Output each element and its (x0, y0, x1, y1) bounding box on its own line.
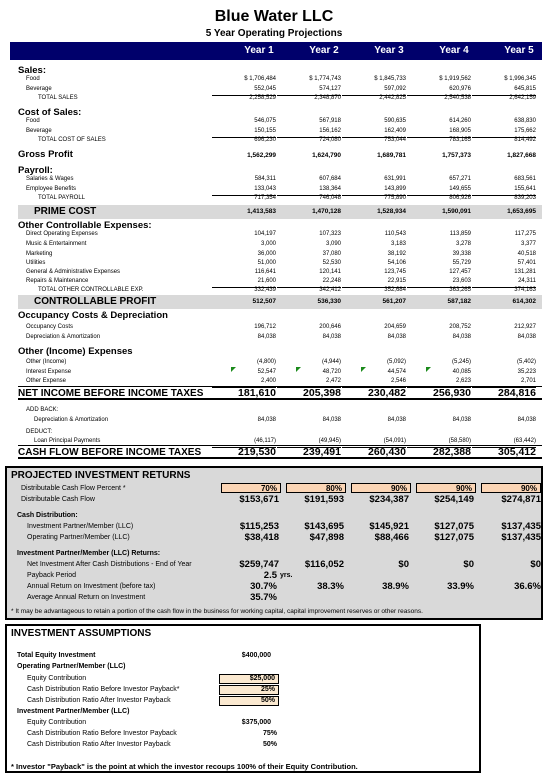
total-sales-value-2: 2,348,870 (314, 95, 341, 101)
net-investment-value-2: $116,052 (304, 559, 344, 570)
cash-flow-value-4: 282,388 (433, 446, 471, 458)
employee-benefits-value-3: 143,899 (342, 184, 406, 196)
gross-profit-label: Gross Profit (18, 149, 73, 160)
addback-depreciation-value-2: 84,038 (322, 417, 341, 423)
comment-marker-icon (231, 367, 236, 372)
sales-food-value-2: $ 1,774,743 (309, 76, 341, 82)
total-payroll-value-5: 839,203 (514, 195, 536, 201)
op-after-label: Cash Distribution Ratio After Investor Payback (27, 697, 171, 704)
net-income-value-5: 284,816 (498, 387, 536, 399)
total-cost-of-sales-label: TOTAL COST OF SALES (38, 137, 106, 143)
total-payroll-row (0, 193, 548, 204)
gross-profit-value-4: 1,757,373 (442, 152, 471, 159)
loan-principal-label: Loan Principal Payments (34, 438, 101, 444)
annual-return-value-5: 36.6% (514, 581, 541, 592)
depreciation-amortization-value-5: 84,038 (517, 334, 536, 340)
ip-equity-label: Equity Contribution (27, 719, 87, 726)
sales-food-label: Food (26, 76, 40, 82)
annual-return-value-4: 33.9% (447, 581, 474, 592)
music-entertainment-value-1: 3,000 (260, 241, 276, 247)
dcf-percent-row (7, 483, 545, 494)
annual-return-value-2: 38.3% (317, 581, 344, 592)
prime-cost-value-3: 1,528,934 (377, 208, 406, 215)
net-investment-value-5: $0 (530, 559, 541, 570)
total-cost-of-sales-value-2: 724,080 (319, 137, 341, 143)
controllable-profit-value-4: 587,182 (447, 298, 471, 305)
sales-beverage-label: Beverage (26, 86, 52, 92)
employee-benefits-value-2: 138,364 (277, 184, 341, 196)
cash-flow-value-5: 305,412 (498, 446, 536, 458)
total-sales-value-1: 2,258,529 (249, 95, 276, 101)
op-before-input[interactable]: 25% (219, 685, 279, 695)
employee-benefits-value-5: 155,641 (472, 184, 536, 196)
investment-partner-title: Investment Partner/Member (LLC) (17, 708, 130, 715)
report-subtitle: 5 Year Operating Projections (205, 28, 343, 39)
other-expense-value-4: 2,623 (407, 376, 471, 388)
total-payroll-value-3: 775,890 (384, 195, 406, 201)
cash-distribution-heading (7, 510, 545, 521)
other-expense-value-2: 2,472 (277, 376, 341, 388)
payback-footnote: * Investor "Payback" is the point at which the investor recoups 100% of their Equity Contribution. (11, 762, 358, 771)
dcf-percent-input-4[interactable]: 90% (416, 483, 476, 493)
dcf-percent-label: Distributable Cash Flow Percent * (21, 485, 126, 492)
cos-beverage-value-4: 168,905 (407, 126, 471, 138)
other-income-title: Other (Income) Expenses (18, 346, 133, 357)
addback-depreciation-value-4: 84,038 (452, 417, 471, 423)
direct-operating-label: Direct Operating Expenses (26, 231, 98, 237)
returns-title: PROJECTED INVESTMENT RETURNS (11, 470, 191, 481)
general-admin-value-1: 116,641 (254, 269, 276, 275)
addback-depreciation-value-3: 84,038 (387, 417, 406, 423)
repairs-maintenance-value-1: 21,600 (212, 276, 276, 288)
average-return-value: 35.7% (250, 592, 277, 603)
employee-benefits-value-4: 149,655 (407, 184, 471, 196)
cos-beverage-value-2: 156,162 (277, 126, 341, 138)
net-income-label: NET INCOME BEFORE INCOME TAXES (18, 388, 204, 399)
utilities-value-1: 51,000 (257, 260, 276, 266)
cos-food-value-2: 567,918 (319, 118, 341, 124)
payback-value: 2.5 (263, 570, 277, 581)
company-title: Blue Water LLC (214, 8, 334, 25)
salaries-wages-label: Salaries & Wages (26, 176, 74, 182)
year-5-header: Year 5 (504, 45, 534, 56)
other-income-line-value-3: (5,092) (386, 359, 406, 365)
gross-profit-value-2: 1,624,790 (312, 152, 341, 159)
total-other-controllable-value-2: 342,412 (319, 287, 341, 293)
total-other-controllable-value-3: 352,684 (384, 287, 406, 293)
controllable-profit-row (18, 295, 542, 309)
year-2-header: Year 2 (309, 45, 339, 56)
occupancy-title: Occupancy Costs & Depreciation (18, 310, 168, 321)
dcf-percent-input-3[interactable]: 90% (351, 483, 411, 493)
salaries-wages-value-2: 607,684 (319, 176, 341, 182)
music-entertainment-value-3: 3,183 (390, 241, 406, 247)
operating-partner-value-5: $137,435 (501, 532, 541, 543)
cash-flow-footnote: * It may be advantageous to retain a portion of the cash flow in the business for working capital, capital improvement reserves or other reasons. (11, 608, 423, 615)
marketing-value-1: 36,000 (257, 251, 276, 257)
total-equity-value: $400,000 (241, 652, 271, 659)
cos-beverage-label: Beverage (26, 128, 52, 134)
dcf-value-3: $234,387 (369, 494, 409, 505)
dcf-row (7, 494, 545, 505)
total-equity-label: Total Equity Investment (17, 652, 96, 659)
general-admin-value-3: 123,745 (384, 269, 406, 275)
net-income-value-4: 256,930 (433, 387, 471, 399)
net-investment-label: Net Investment After Cash Distributions - End of Year (27, 561, 192, 568)
cos-food-value-1: 546,075 (254, 118, 276, 124)
total-payroll-value-4: 806,926 (449, 195, 471, 201)
dcf-value-4: $254,149 (434, 494, 474, 505)
controllable-profit-value-2: 536,330 (317, 298, 341, 305)
total-cost-of-sales-value-5: 814,492 (514, 137, 536, 143)
controllable-profit-value-5: 614,302 (512, 298, 536, 305)
year-header-bar (10, 42, 542, 60)
other-expense-label: Other Expense (26, 378, 67, 384)
cash-flow-label: CASH FLOW BEFORE INCOME TAXES (18, 447, 202, 458)
sales-beverage-value-4: 620,976 (407, 84, 471, 96)
loan-principal-value-4: (58,580) (407, 436, 471, 448)
marketing-label: Marketing (26, 251, 53, 257)
salaries-wages-value-4: 657,271 (449, 176, 471, 182)
operating-partner-value-4: $127,075 (434, 532, 474, 543)
general-admin-value-5: 131,281 (514, 269, 536, 275)
average-return-label: Average Annual Return on Investment (27, 594, 146, 601)
sales-beverage-value-1: 552,045 (212, 84, 276, 96)
net-income-value-1: 181,610 (238, 387, 276, 399)
op-equity-input[interactable]: $25,000 (219, 674, 279, 684)
total-sales-row (0, 93, 548, 104)
cash-flow-row (18, 445, 542, 459)
average-return-row (7, 592, 545, 603)
op-before-label: Cash Distribution Ratio Before Investor Payback* (27, 686, 180, 693)
salaries-wages-value-3: 631,991 (384, 176, 406, 182)
gross-profit-value-5: 1,827,668 (507, 152, 536, 159)
year-4-header: Year 4 (439, 45, 469, 56)
direct-operating-value-3: 110,543 (384, 231, 406, 237)
dcf-label: Distributable Cash Flow (21, 496, 95, 503)
investment-partner-value-4: $127,075 (434, 521, 474, 532)
dcf-value-1: $153,671 (239, 494, 279, 505)
total-payroll-label: TOTAL PAYROLL (38, 195, 86, 201)
operating-partner-label: Operating Partner/Member (LLC) (27, 534, 130, 541)
marketing-value-4: 39,338 (452, 251, 471, 257)
cos-food-value-5: 638,830 (514, 118, 536, 124)
payback-label: Payback Period (27, 572, 77, 579)
total-payroll-value-2: 746,048 (319, 195, 341, 201)
cash-flow-value-2: 239,491 (303, 446, 341, 458)
sales-food-value-1: $ 1,706,484 (244, 76, 276, 82)
year-1-header: Year 1 (244, 45, 274, 56)
music-entertainment-value-5: 3,377 (520, 241, 536, 247)
total-cost-of-sales-value-3: 753,044 (384, 137, 406, 143)
music-entertainment-value-4: 3,278 (455, 241, 471, 247)
cos-food-value-3: 590,635 (384, 118, 406, 124)
other-income-line-label: Other (Income) (26, 359, 67, 365)
occupancy-costs-value-5: 212,927 (514, 324, 536, 330)
sales-food-value-5: $ 1,996,345 (504, 76, 536, 82)
net-income-value-3: 230,482 (368, 387, 406, 399)
investment-partner-value-5: $137,435 (501, 521, 541, 532)
total-sales-value-4: 2,540,538 (444, 95, 471, 101)
op-after-input[interactable]: 50% (219, 696, 279, 706)
net-investment-value-4: $0 (463, 559, 474, 570)
sales-beverage-value-5: 645,815 (472, 84, 536, 96)
interest-expense-label: Interest Expense (26, 369, 72, 375)
total-other-controllable-label: TOTAL OTHER CONTROLLABLE EXP. (38, 287, 144, 293)
general-admin-label: General & Administrative Expenses (26, 269, 121, 275)
prime-cost-value-1: 1,413,583 (247, 208, 276, 215)
repairs-maintenance-value-5: 24,311 (472, 276, 536, 288)
ip-before-value: 75% (262, 730, 277, 737)
utilities-value-4: 55,729 (452, 260, 471, 266)
depreciation-amortization-row (0, 332, 548, 343)
operating-partner-value-2: $47,898 (309, 532, 344, 543)
ip-before-label: Cash Distribution Ratio Before Investor Payback (27, 730, 177, 737)
ip-returns-heading (7, 548, 545, 559)
annual-return-value-3: 38.9% (382, 581, 409, 592)
prime-cost-row (18, 205, 542, 219)
occupancy-costs-value-1: 196,712 (254, 324, 276, 330)
occupancy-costs-value-2: 200,646 (319, 324, 341, 330)
dcf-value-2: $191,593 (304, 494, 344, 505)
dcf-percent-input-5[interactable]: 90% (481, 483, 541, 493)
controllable-profit-value-3: 561,207 (382, 298, 406, 305)
dcf-percent-input-1[interactable]: 70% (221, 483, 281, 493)
marketing-value-3: 38,192 (387, 251, 406, 257)
sales-beverage-value-3: 597,092 (342, 84, 406, 96)
cos-food-label: Food (26, 118, 40, 124)
total-other-controllable-value-5: 374,163 (514, 287, 536, 293)
deduct-label: DEDUCT: (26, 429, 53, 435)
prime-cost-value-4: 1,590,091 (442, 208, 471, 215)
music-entertainment-label: Music & Entertainment (26, 241, 87, 247)
ip-equity-value: $375,000 (241, 719, 271, 726)
repairs-maintenance-value-2: 22,248 (277, 276, 341, 288)
cos-beverage-value-3: 162,409 (342, 126, 406, 138)
cash-flow-value-3: 260,430 (368, 446, 406, 458)
net-investment-value-1: $259,747 (239, 559, 279, 570)
gross-profit-value-1: 1,562,299 (247, 152, 276, 159)
direct-operating-value-5: 117,275 (514, 231, 536, 237)
net-income-row (18, 386, 542, 400)
sales-food-value-4: $ 1,919,562 (439, 76, 471, 82)
other-controllable-title: Other Controllable Expenses: (18, 220, 152, 231)
operating-partner-row (7, 532, 545, 543)
comment-marker-icon (296, 367, 301, 372)
assumptions-title: INVESTMENT ASSUMPTIONS (11, 628, 152, 639)
year-3-header: Year 3 (374, 45, 404, 56)
net-investment-value-3: $0 (398, 559, 409, 570)
depreciation-amortization-value-3: 84,038 (387, 334, 406, 340)
add-back-label: ADD BACK: (26, 407, 59, 413)
total-sales-value-5: 2,642,159 (509, 95, 536, 101)
gross-profit-value-3: 1,689,781 (377, 152, 406, 159)
dcf-value-5: $274,871 (501, 494, 541, 505)
addback-depreciation-row (0, 415, 548, 426)
prime-cost-value-2: 1,470,128 (312, 208, 341, 215)
loan-principal-value-3: (54,091) (342, 436, 406, 448)
sales-food-value-3: $ 1,845,733 (374, 76, 406, 82)
other-income-line-value-4: (5,245) (451, 359, 471, 365)
interest-expense-value-3: 44,574 (387, 369, 406, 375)
depreciation-amortization-value-2: 84,038 (322, 334, 341, 340)
utilities-value-3: 54,106 (387, 260, 406, 266)
loan-principal-value-2: (49,945) (277, 436, 341, 448)
comment-marker-icon (361, 367, 366, 372)
investment-partner-label: Investment Partner/Member (LLC) (27, 523, 134, 530)
operating-partner-value-1: $38,418 (244, 532, 279, 543)
occupancy-costs-value-3: 204,659 (384, 324, 406, 330)
investment-partner-value-2: $143,695 (304, 521, 344, 532)
controllable-profit-label: CONTROLLABLE PROFIT (34, 296, 157, 307)
cash-distribution-title: Cash Distribution: (17, 512, 78, 519)
employee-benefits-label: Employee Benefits (26, 186, 77, 192)
other-income-line-value-1: (4,800) (256, 359, 276, 365)
total-cost-of-sales-value-1: 696,230 (254, 137, 276, 143)
total-cost-of-sales-row (0, 135, 548, 146)
sales-beverage-value-2: 574,127 (277, 84, 341, 96)
net-income-value-2: 205,398 (303, 387, 341, 399)
op-equity-label: Equity Contribution (27, 675, 87, 682)
dcf-percent-input-2[interactable]: 80% (286, 483, 346, 493)
total-cost-of-sales-value-4: 783,165 (449, 137, 471, 143)
interest-expense-value-4: 40,085 (452, 369, 471, 375)
net-investment-row (7, 559, 545, 570)
ip-returns-title: Investment Partner/Member (LLC) Returns: (17, 550, 161, 557)
investment-partner-value-1: $115,253 (239, 521, 279, 532)
payback-unit: yrs. (280, 572, 293, 579)
prime-cost-value-5: 1,653,695 (507, 208, 536, 215)
annual-return-label: Annual Return on Investment (before tax) (27, 583, 156, 590)
repairs-maintenance-label: Repairs & Maintenance (26, 278, 89, 284)
other-expense-value-5: 2,701 (472, 376, 536, 388)
utilities-value-2: 52,530 (322, 260, 341, 266)
direct-operating-value-4: 113,859 (449, 231, 471, 237)
interest-expense-value-5: 35,223 (517, 369, 536, 375)
utilities-label: Utilities (26, 260, 46, 266)
ip-after-label: Cash Distribution Ratio After Investor Payback (27, 741, 171, 748)
total-other-controllable-value-4: 363,265 (449, 287, 471, 293)
depreciation-amortization-value-1: 84,038 (257, 334, 276, 340)
total-sales-value-3: 2,442,825 (379, 95, 406, 101)
addback-depreciation-value-5: 84,038 (517, 417, 536, 423)
total-payroll-value-1: 717,354 (254, 195, 276, 201)
payback-row (7, 570, 545, 581)
other-expense-value-3: 2,546 (342, 376, 406, 388)
interest-expense-value-1: 52,547 (257, 369, 276, 375)
payroll-title: Payroll: (18, 165, 53, 176)
loan-principal-value-1: (46,117) (212, 436, 276, 448)
salaries-wages-value-5: 683,561 (514, 176, 536, 182)
cos-beverage-value-1: 150,155 (212, 126, 276, 138)
depreciation-amortization-value-4: 84,038 (452, 334, 471, 340)
salaries-wages-value-1: 584,311 (254, 176, 276, 182)
direct-operating-value-1: 104,197 (254, 231, 276, 237)
operating-partner-title: Operating Partner/Member (LLC) (17, 663, 126, 670)
depreciation-amortization-label: Depreciation & Amortization (26, 334, 101, 340)
music-entertainment-value-2: 3,090 (325, 241, 341, 247)
other-income-line-value-5: (5,402) (516, 359, 536, 365)
general-admin-value-2: 120,141 (319, 269, 341, 275)
comment-marker-icon (426, 367, 431, 372)
cash-flow-value-1: 219,530 (238, 446, 276, 458)
cost-of-sales-title: Cost of Sales: (18, 107, 82, 118)
occupancy-costs-value-4: 208,752 (449, 324, 471, 330)
other-income-line-value-2: (4,944) (321, 359, 341, 365)
cos-food-value-4: 614,260 (449, 118, 471, 124)
general-admin-value-4: 127,457 (449, 269, 471, 275)
gross-profit-row (18, 148, 542, 161)
occupancy-costs-label: Occupancy Costs (26, 324, 74, 330)
repairs-maintenance-value-3: 22,915 (342, 276, 406, 288)
marketing-value-5: 40,518 (517, 251, 536, 257)
total-other-controllable-value-1: 332,439 (254, 287, 276, 293)
investment-partner-value-3: $145,921 (369, 521, 409, 532)
direct-operating-value-2: 107,323 (319, 231, 341, 237)
addback-depreciation-label: Depreciation & Amortization (34, 417, 109, 423)
operating-partner-value-3: $88,466 (374, 532, 409, 543)
prime-cost-label: PRIME COST (34, 206, 97, 217)
investment-partner-row (7, 521, 545, 532)
annual-return-row (7, 581, 545, 592)
interest-expense-value-2: 48,720 (322, 369, 341, 375)
annual-return-value-1: 30.7% (250, 581, 277, 592)
loan-principal-value-5: (63,442) (472, 436, 536, 448)
employee-benefits-value-1: 133,043 (212, 184, 276, 196)
sales-title: Sales: (18, 65, 46, 76)
repairs-maintenance-value-4: 23,603 (407, 276, 471, 288)
utilities-value-5: 57,401 (517, 260, 536, 266)
other-expense-value-1: 2,400 (212, 376, 276, 388)
ip-after-value: 50% (262, 741, 277, 748)
investment-assumptions-box (5, 624, 481, 773)
marketing-value-2: 37,080 (322, 251, 341, 257)
addback-depreciation-value-1: 84,038 (257, 417, 276, 423)
cos-beverage-value-5: 175,662 (472, 126, 536, 138)
investment-returns-box (5, 466, 543, 620)
total-sales-label: TOTAL SALES (38, 95, 78, 101)
controllable-profit-value-1: 512,507 (252, 298, 276, 305)
